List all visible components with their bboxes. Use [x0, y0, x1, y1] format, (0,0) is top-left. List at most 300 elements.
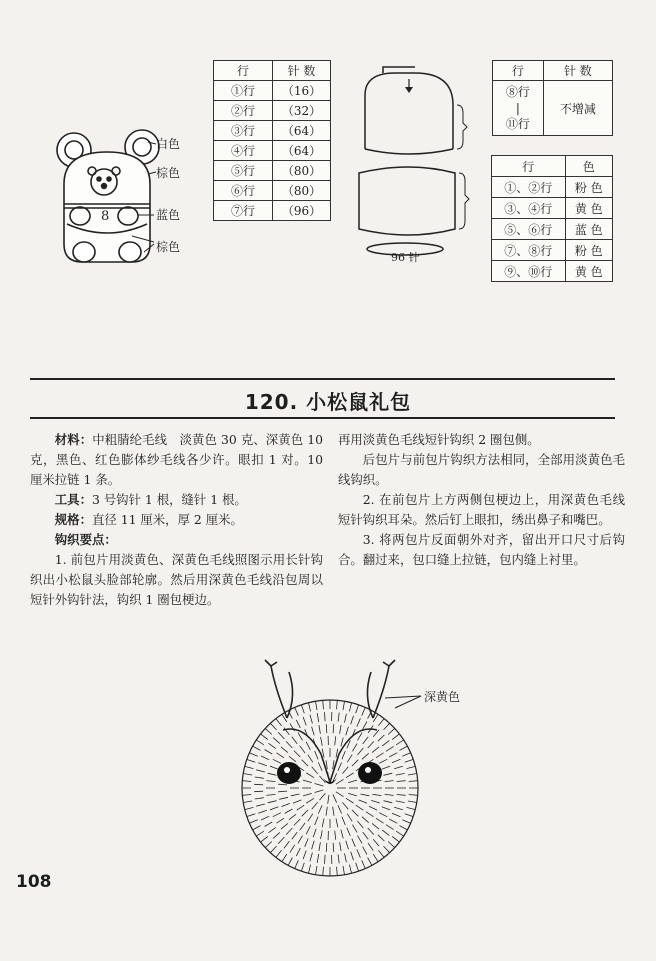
table-row: [214, 141, 331, 161]
stitch-mark: [351, 716, 354, 725]
stitch-mark: [308, 703, 310, 712]
stitch-mark: [269, 743, 276, 748]
back-piece-paragraph: 后包片与前包片钩织方法相同，全部用淡黄色毛线钩织。: [338, 452, 625, 487]
stitch-mark: [326, 724, 327, 733]
stitch-mark: [368, 828, 374, 835]
stitch-mark: [352, 744, 357, 752]
stitch-mark: [358, 836, 363, 844]
stitch-mark: [349, 865, 351, 874]
stitch-mark: [363, 847, 367, 855]
stitch-mark: [247, 759, 256, 762]
stitch-mark: [300, 746, 305, 753]
table-row: [493, 81, 613, 136]
stitch-cell: （64）: [273, 121, 331, 141]
stitch-mark: [363, 722, 367, 730]
header-row-label: 行: [492, 156, 566, 177]
color-cell: 粉 色: [565, 177, 613, 198]
stitch-mark: [333, 843, 334, 852]
stitch-mark: [378, 735, 385, 741]
table-row: [214, 201, 331, 221]
stitch-mark: [270, 766, 278, 769]
stitch-mark: [295, 860, 299, 868]
stitch-mark: [379, 719, 385, 726]
header-stitch-label: 针 数: [273, 61, 331, 81]
stitch-mark: [384, 723, 390, 730]
row-cell: ⑦行: [214, 201, 273, 221]
stitch-mark: [258, 810, 267, 813]
stitch-mark: [373, 839, 379, 846]
stitch-mark: [265, 750, 273, 755]
stitch-mark: [294, 751, 300, 757]
stitch-mark: [254, 791, 263, 792]
stitch-mark: [333, 794, 337, 802]
row-cell: ⑦、⑧行: [492, 240, 566, 261]
stitch-mark: [349, 703, 351, 712]
stitch-mark: [281, 747, 288, 753]
stitch-mark: [382, 807, 390, 810]
stitch-mark: [300, 823, 305, 830]
stitch-mark: [296, 848, 300, 856]
stitch-mark: [372, 747, 379, 753]
point-2: 2. 在前包片上方两侧包梗边上，用深黄色毛线短针钩织耳朵。然后钉上眼扣，绣出鼻子和嘴巴。: [338, 492, 625, 527]
stitch-mark: [373, 794, 382, 795]
table-row: [214, 181, 331, 201]
stitch-mark: [340, 842, 342, 851]
stitch-mark: [408, 774, 417, 776]
stitch-mark: [284, 841, 289, 848]
tools-text: 3 号钩针 1 根，缝针 1 根。: [91, 492, 247, 507]
stitch-mark: [321, 737, 323, 746]
stitch-mark: [316, 701, 318, 710]
stitch-mark: [242, 781, 251, 782]
stitch-mark: [312, 802, 318, 809]
stitch-mark: [295, 707, 299, 715]
stitch-mark: [397, 781, 406, 782]
stitch-mark: [258, 763, 267, 766]
row-to: ⑪行: [505, 117, 530, 131]
row-cell: ③行: [214, 121, 273, 141]
stitch-mark: [352, 839, 356, 847]
stitch-mark: [333, 724, 334, 733]
stitch-mark: [308, 865, 310, 874]
header-color-label: 色: [565, 156, 613, 177]
stitch-mark: [278, 837, 284, 844]
tools-label: 工具：: [54, 492, 92, 507]
squirrel-label-dark-yellow: 深黄色: [424, 690, 461, 704]
point-3: 3. 将两包片反面朝外对齐，留出开口尺寸后钩合。翻过来，包口缝上拉链，包内缝上衬里。: [338, 532, 625, 567]
table-row: [492, 219, 613, 240]
stitch-mark: [315, 817, 318, 825]
stitch-mark: [379, 813, 387, 817]
row-range-cell: [493, 81, 544, 136]
stitch-mark: [346, 841, 349, 850]
stitch-mark: [313, 829, 316, 838]
stitch-mark: [315, 790, 324, 793]
stitch-mark: [325, 855, 326, 864]
stitch-mark: [322, 818, 324, 827]
stitch-mark: [289, 756, 296, 762]
stitch-mark: [278, 732, 284, 739]
stitch-mark: [278, 791, 287, 792]
stitch-mark: [336, 779, 344, 784]
spec-paragraph: [30, 510, 323, 530]
stitch-mark: [392, 734, 399, 740]
row-cell: ①行: [214, 81, 273, 101]
stitch-mark: [323, 867, 324, 876]
stitch-cell: （80）: [273, 181, 331, 201]
stitch-mark: [368, 741, 374, 748]
stitch-mark: [346, 773, 354, 778]
row-cell: ⑨、⑩行: [492, 261, 566, 282]
stitch-mark: [256, 770, 265, 772]
stitch-mark: [369, 806, 377, 810]
bear-belly-number: 8: [101, 209, 110, 224]
stitch-mark: [243, 774, 252, 776]
stitch-mark: [277, 818, 285, 823]
stitch-mark: [278, 784, 287, 785]
stitch-mark: [376, 818, 384, 823]
stitch-mark: [362, 817, 369, 823]
stitch-mark: [273, 832, 280, 838]
stitch-mark: [335, 831, 336, 840]
stitch-mark: [342, 751, 345, 759]
stitch-mark: [348, 793, 357, 796]
table-header-row: [493, 61, 613, 81]
stitch-mark: [247, 814, 256, 817]
stitch-mark: [282, 854, 287, 862]
stitch-mark: [286, 828, 292, 835]
stitch-mark: [265, 842, 272, 848]
stitch-mark: [312, 727, 315, 736]
bear-illustration: [52, 112, 212, 272]
stitch-mark: [384, 773, 393, 775]
no-change-cell: 不增减: [543, 81, 612, 136]
stitch-mark: [337, 700, 338, 709]
stitch-mark: [368, 858, 372, 866]
right-continuation: 再用淡黄色毛线短针钩织 2 圈包侧。: [338, 432, 540, 447]
stitch-mark: [362, 753, 369, 759]
stitch-mark: [373, 730, 379, 737]
stitch-mark: [400, 746, 408, 750]
stitch-mark: [345, 714, 347, 723]
stitch-mark: [298, 733, 303, 741]
cylinder-stitch-label: 96 针: [391, 251, 420, 264]
stitch-mark: [294, 819, 300, 825]
stitch-mark: [291, 794, 300, 796]
color-cell: 黄 色: [565, 261, 613, 282]
stitch-mark: [394, 766, 403, 769]
color-cell: 黄 色: [565, 198, 613, 219]
stitch-mark: [402, 753, 410, 757]
stitch-mark: [347, 814, 352, 822]
stitch-mark: [396, 773, 405, 775]
stitch-mark: [357, 718, 361, 726]
stitch-mark: [388, 842, 395, 848]
header-stitch-label: 针 数: [543, 61, 612, 81]
stitch-mark: [384, 846, 390, 853]
stitch-mark: [277, 753, 285, 758]
stitch-cell: （32）: [273, 101, 331, 121]
stitch-mark: [396, 801, 405, 803]
left-eye: [277, 762, 301, 784]
stitch-mark: [303, 793, 312, 796]
stitch-mark: [269, 827, 276, 832]
stitch-mark: [352, 760, 358, 766]
stitch-mark: [352, 810, 358, 816]
stitch-mark: [292, 832, 297, 839]
stitch-count-table: [213, 60, 331, 221]
stitch-mark: [385, 794, 394, 795]
stitch-mark: [306, 826, 310, 834]
stitch-mark: [325, 712, 326, 721]
stitch-mark: [336, 792, 344, 797]
stitch-mark: [333, 807, 334, 816]
stitch-mark: [302, 810, 308, 816]
stitch-mark: [385, 781, 394, 782]
stitch-mark: [338, 713, 339, 722]
stitch-mark: [261, 816, 269, 820]
stitch-mark: [265, 728, 272, 734]
stitch-mark: [306, 742, 310, 750]
stitch-mark: [266, 794, 275, 795]
stitch-mark: [306, 798, 314, 803]
stitch-mark: [276, 719, 282, 726]
stitch-mark: [371, 800, 380, 803]
stitch-mark: [265, 822, 273, 827]
stitch-mark: [357, 849, 361, 857]
stitch-mark: [276, 850, 282, 857]
table-header-row: [214, 61, 331, 81]
stitch-mark: [346, 798, 354, 803]
stitch-mark: [256, 804, 265, 806]
stitch-mark: [343, 866, 345, 875]
stitch-mark: [389, 819, 397, 823]
stitch-mark: [366, 812, 374, 817]
stitch-mark: [243, 801, 252, 803]
stitch-mark: [245, 807, 254, 809]
stitch-mark: [256, 831, 264, 836]
stitch-mark: [302, 760, 308, 766]
spec-text: 直径 11 厘米，厚 2 厘米。: [91, 512, 243, 527]
stitch-mark: [288, 858, 292, 866]
stitch-mark: [388, 728, 395, 734]
stitch-mark: [254, 784, 263, 785]
squirrel-crochet-chart: [225, 658, 435, 878]
stitch-mark: [407, 766, 416, 768]
stitch-mark: [326, 843, 327, 852]
stitch-mark: [317, 854, 319, 863]
stitch-mark: [341, 738, 343, 747]
stitch-mark: [255, 777, 264, 778]
stitch-mark: [408, 801, 417, 803]
stitch-mark: [351, 852, 354, 861]
stitch-cell: （16）: [273, 81, 331, 101]
stitch-mark: [319, 842, 321, 851]
stitch-mark: [316, 866, 318, 875]
stitch-mark: [286, 741, 292, 748]
bear-label-blue: 蓝色: [156, 208, 181, 222]
section-title: 120. 小松鼠礼包: [244, 390, 412, 414]
stitch-mark: [362, 707, 366, 715]
stitch-mark: [342, 802, 348, 809]
stitch-mark: [379, 850, 385, 857]
stitch-mark: [372, 823, 379, 829]
stitch-mark: [303, 851, 306, 860]
stitch-mark: [297, 805, 305, 810]
stitch-mark: [363, 737, 368, 744]
point-1: 1. 前包片用淡黄色、深黄色毛线照图示用长针钩织出小松鼠头脸部轮廓。然后用深黄色毛线沿包周以短针外钩针法，钩织 1 圈包梗边。: [30, 552, 323, 607]
stitch-mark: [285, 809, 293, 813]
stitch-mark: [343, 701, 345, 710]
section-rule-top: [30, 378, 615, 380]
article-left-column: [30, 430, 323, 610]
stitch-mark: [335, 736, 336, 745]
stitch-mark: [256, 740, 264, 745]
stitch-mark: [255, 798, 264, 799]
table-header-row: [492, 156, 613, 177]
stitch-mark: [301, 863, 304, 872]
stitch-mark: [305, 839, 309, 847]
stitch-mark: [402, 820, 410, 824]
stitch-cell: （96）: [273, 201, 331, 221]
stitch-mark: [356, 805, 364, 810]
stitch-mark: [310, 715, 312, 724]
table-row: [492, 177, 613, 198]
stitch-mark: [303, 780, 312, 783]
row-cell: ④行: [214, 141, 273, 161]
stitch-mark: [392, 837, 399, 843]
stitch-mark: [320, 776, 326, 783]
stitch-mark: [341, 830, 343, 839]
materials-text: 中粗腈纶毛线 淡黄色 30 克、深黄色 10 克，黑色、红色膨体纱毛线各少许。眼扣 1 对。10 厘米拉链 1 条。: [30, 432, 323, 487]
stitch-mark: [368, 843, 373, 850]
stitch-mark: [321, 830, 323, 839]
row-cell: ③、④行: [492, 198, 566, 219]
stitch-mark: [310, 853, 312, 862]
stitch-mark: [279, 797, 288, 799]
stitch-mark: [320, 793, 326, 800]
stitch-mark: [373, 854, 378, 862]
stitch-mark: [340, 725, 342, 734]
stitch-mark: [358, 821, 364, 828]
cylinder-diagram: [345, 65, 475, 275]
stitch-mark: [345, 853, 347, 862]
stitch-mark: [268, 801, 277, 803]
stitch-mark: [397, 795, 406, 796]
stitch-mark: [261, 756, 269, 760]
stitch-mark: [342, 767, 348, 774]
stitch-mark: [290, 845, 295, 853]
stitch-mark: [293, 800, 301, 803]
row-cell: ⑥行: [214, 181, 273, 201]
stitch-mark: [347, 828, 351, 836]
row-cell: ②行: [214, 101, 273, 121]
section-rule-bottom: [30, 417, 615, 419]
stitch-mark: [270, 846, 276, 853]
row-cell: ⑤行: [214, 161, 273, 181]
row-from: ⑧行: [505, 85, 530, 99]
stitch-mark: [386, 825, 394, 830]
table-row: [214, 161, 331, 181]
table-row: [492, 261, 613, 282]
stitch-mark: [336, 818, 338, 827]
stitch-mark: [318, 805, 322, 813]
page-number: 108: [16, 872, 52, 892]
stitch-mark: [358, 748, 364, 755]
stitch-mark: [384, 801, 393, 803]
stitch-mark: [315, 751, 318, 759]
header-row-label: 行: [214, 61, 273, 81]
stitch-mark: [356, 863, 359, 872]
stitch-mark: [317, 713, 319, 722]
bear-label-brown-feet: 棕色: [156, 240, 181, 254]
right-eye: [358, 762, 382, 784]
stitch-mark: [308, 755, 313, 763]
stitch-mark: [359, 800, 367, 803]
points-label: 钩织要点：: [54, 532, 117, 547]
stitch-mark: [392, 813, 400, 816]
stitch-mark: [396, 831, 404, 836]
stitch-mark: [323, 700, 324, 709]
stitch-mark: [328, 795, 329, 804]
row-cell: ⑤、⑥行: [492, 219, 566, 240]
stitch-mark: [378, 835, 385, 841]
points-heading: [30, 530, 323, 550]
bear-label-white: 白色: [156, 137, 181, 151]
stitch-mark: [382, 740, 389, 746]
stitch-mark: [292, 737, 297, 744]
stitch-mark: [261, 837, 268, 843]
stitch-mark: [281, 803, 289, 806]
stitch-mark: [405, 814, 414, 817]
stitch-mark: [273, 813, 281, 817]
stitch-mark: [301, 705, 304, 714]
stitch-mark: [296, 720, 300, 728]
row-cell: ①、②行: [492, 177, 566, 198]
range-divider: |: [515, 101, 520, 115]
stitch-mark: [382, 766, 390, 769]
stitch-mark: [249, 820, 257, 824]
stitch-mark: [261, 734, 268, 740]
stitch-mark: [409, 795, 418, 796]
stitch-mark: [273, 759, 281, 763]
stitch-mark: [392, 759, 400, 762]
stitch-mark: [312, 767, 318, 774]
stitch-mark: [409, 781, 418, 782]
materials-label: 材料：: [54, 432, 93, 447]
article-right-column: [338, 430, 625, 570]
stitch-mark: [242, 795, 251, 796]
stitch-mark: [394, 807, 403, 810]
stitch-mark: [308, 814, 313, 822]
stitch-mark: [347, 755, 352, 763]
stitch-mark: [268, 773, 277, 775]
spec-label: 规格：: [54, 512, 92, 527]
stitch-mark: [362, 860, 366, 868]
stitch-cell: （80）: [273, 161, 331, 181]
stitch-mark: [356, 705, 359, 714]
stitch-mark: [352, 825, 357, 833]
stitch-mark: [289, 814, 296, 820]
stitch-mark: [348, 780, 357, 783]
tools-paragraph: [30, 490, 323, 510]
stitch-mark: [306, 773, 314, 778]
table-row: [492, 198, 613, 219]
stitch-mark: [405, 759, 414, 762]
stitch-mark: [342, 817, 345, 825]
stitch-mark: [270, 723, 276, 730]
stitch-mark: [303, 717, 306, 726]
